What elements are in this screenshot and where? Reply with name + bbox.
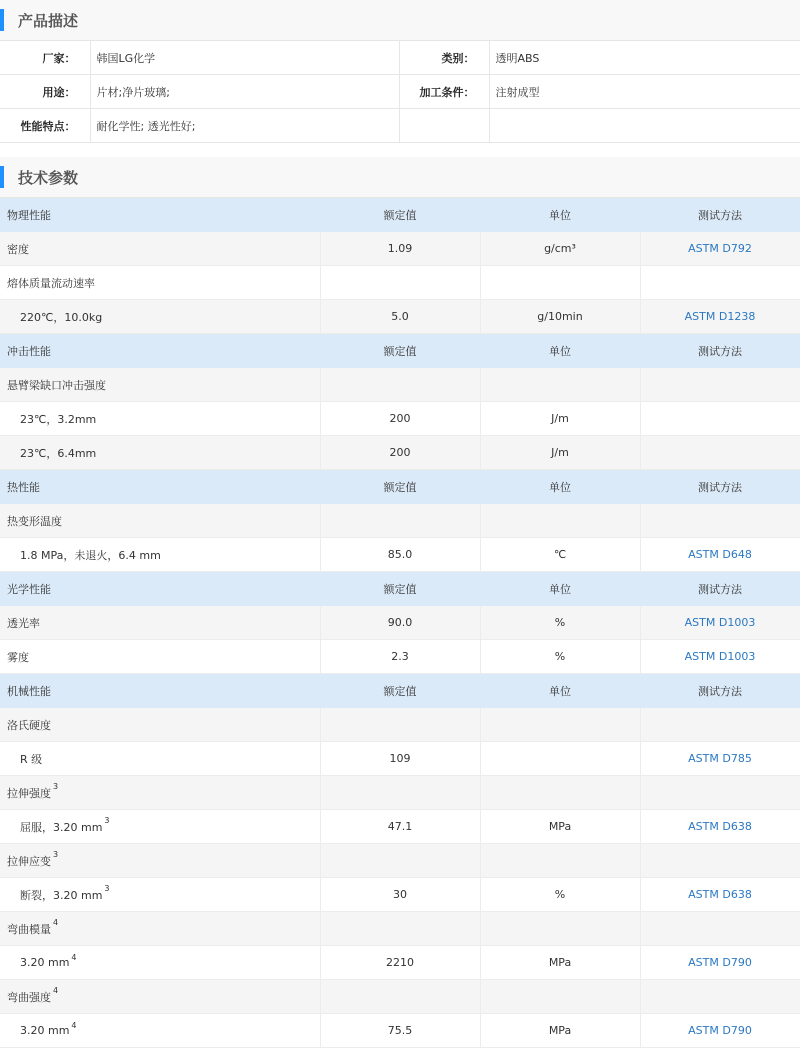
property-name	[0, 878, 320, 912]
spec-row	[0, 980, 800, 1014]
info-value: 韩国LG化学	[90, 41, 399, 75]
spec-row	[0, 1014, 800, 1048]
property-label: 洛氏硬度	[7, 718, 51, 732]
property-value	[320, 504, 480, 538]
property-unit: %	[480, 606, 640, 640]
col-value-header: 额定值	[320, 470, 480, 504]
property-name	[0, 708, 320, 742]
accent-bar	[0, 9, 4, 31]
property-value: 109	[320, 742, 480, 776]
property-value: 200	[320, 436, 480, 470]
property-name	[0, 742, 320, 776]
spec-row	[0, 742, 800, 776]
info-value: 片材;净片玻璃;	[90, 75, 399, 109]
col-unit-header: 单位	[480, 674, 640, 708]
spec-row	[0, 606, 800, 640]
property-name	[0, 640, 320, 674]
test-method-link[interactable]: ASTM D792	[640, 232, 800, 266]
spec-row	[0, 538, 800, 572]
col-value-header: 额定值	[320, 572, 480, 606]
property-label: 220℃，10.0kg	[20, 310, 103, 324]
group-title: 热性能	[0, 470, 320, 504]
property-value: 90.0	[320, 606, 480, 640]
spec-row	[0, 810, 800, 844]
test-method-link	[640, 844, 800, 878]
property-value	[320, 368, 480, 402]
info-label: 加工条件：	[399, 75, 489, 109]
test-method-link	[640, 436, 800, 470]
property-unit: MPa	[480, 1014, 640, 1048]
property-unit	[480, 368, 640, 402]
property-unit	[480, 504, 640, 538]
property-value: 200	[320, 402, 480, 436]
col-method-header: 测试方法	[640, 572, 800, 606]
test-method-link	[640, 266, 800, 300]
property-unit: %	[480, 878, 640, 912]
test-method-link	[640, 912, 800, 946]
tech-section	[0, 157, 800, 1048]
property-unit: MPa	[480, 810, 640, 844]
property-value: 2.3	[320, 640, 480, 674]
info-value: 注射成型	[489, 75, 800, 109]
property-value: 1.09	[320, 232, 480, 266]
property-unit: g/cm³	[480, 232, 640, 266]
col-method-header: 测试方法	[640, 198, 800, 232]
spec-row	[0, 300, 800, 334]
info-label: 用途：	[0, 75, 90, 109]
property-unit: J/m	[480, 436, 640, 470]
property-name	[0, 300, 320, 334]
property-value: 2210	[320, 946, 480, 980]
group-title: 物理性能	[0, 198, 320, 232]
col-value-header: 额定值	[320, 334, 480, 368]
property-unit	[480, 742, 640, 776]
footnote-mark: 3	[104, 815, 110, 825]
property-unit: %	[480, 640, 640, 674]
test-method-link[interactable]: ASTM D638	[640, 810, 800, 844]
property-name	[0, 402, 320, 436]
col-unit-header: 单位	[480, 572, 640, 606]
spec-row	[0, 266, 800, 300]
property-value: 30	[320, 878, 480, 912]
col-value-header: 额定值	[320, 198, 480, 232]
property-unit: J/m	[480, 402, 640, 436]
property-name	[0, 538, 320, 572]
property-value: 47.1	[320, 810, 480, 844]
info-row	[0, 109, 800, 143]
property-name	[0, 368, 320, 402]
property-name	[0, 266, 320, 300]
col-unit-header: 单位	[480, 198, 640, 232]
property-name	[0, 810, 320, 844]
section-title: 技术参数	[18, 168, 79, 187]
test-method-link	[640, 504, 800, 538]
property-label: R 级	[20, 752, 43, 766]
col-unit-header: 单位	[480, 470, 640, 504]
footnote-mark: 3	[53, 849, 59, 859]
test-method-link[interactable]: ASTM D1003	[640, 640, 800, 674]
spec-row	[0, 776, 800, 810]
property-name	[0, 1014, 320, 1048]
group-title: 冲击性能	[0, 334, 320, 368]
property-unit	[480, 844, 640, 878]
property-name	[0, 232, 320, 266]
property-label: 拉伸强度	[7, 786, 51, 800]
col-value-header: 额定值	[320, 674, 480, 708]
info-label: 性能特点：	[0, 109, 90, 143]
test-method-link[interactable]: ASTM D790	[640, 946, 800, 980]
section-gap	[0, 143, 800, 157]
info-label: 厂家：	[0, 41, 90, 75]
tech-header	[0, 157, 800, 198]
footnote-mark: 4	[71, 953, 77, 962]
property-label: 断裂，3.20 mm	[20, 888, 103, 902]
property-unit: ℃	[480, 538, 640, 572]
property-value: 5.0	[320, 300, 480, 334]
property-name	[0, 436, 320, 470]
col-method-header: 测试方法	[640, 674, 800, 708]
footnote-mark: 4	[53, 985, 59, 995]
col-method-header: 测试方法	[640, 334, 800, 368]
spec-row	[0, 844, 800, 878]
property-unit	[480, 980, 640, 1014]
group-header-row	[0, 334, 800, 368]
test-method-link	[640, 980, 800, 1014]
property-value	[320, 912, 480, 946]
property-unit	[480, 776, 640, 810]
info-row	[0, 75, 800, 109]
test-method-link[interactable]: ASTM D785	[640, 742, 800, 776]
test-method-link[interactable]: ASTM D790	[640, 1014, 800, 1048]
property-unit: MPa	[480, 946, 640, 980]
property-unit	[480, 708, 640, 742]
property-name	[0, 980, 320, 1014]
property-unit	[480, 912, 640, 946]
info-label	[399, 109, 489, 143]
property-label: 热变形温度	[7, 514, 62, 528]
property-label: 透光率	[7, 616, 40, 630]
property-value	[320, 266, 480, 300]
info-table	[0, 41, 800, 143]
info-label: 类别：	[399, 41, 489, 75]
test-method-link[interactable]: ASTM D638	[640, 878, 800, 912]
test-method-link	[640, 368, 800, 402]
property-label: 23℃，6.4mm	[20, 446, 97, 460]
info-value: 耐化学性; 透光性好;	[90, 109, 399, 143]
info-row	[0, 41, 800, 75]
test-method-link	[640, 708, 800, 742]
property-value: 85.0	[320, 538, 480, 572]
spec-row	[0, 878, 800, 912]
property-name	[0, 946, 320, 980]
group-header-row	[0, 674, 800, 708]
property-label: 悬臂梁缺口冲击强度	[7, 378, 106, 392]
property-value: 75.5	[320, 1014, 480, 1048]
spec-row	[0, 912, 800, 946]
description-section	[0, 0, 800, 143]
property-value	[320, 844, 480, 878]
test-method-link[interactable]: ASTM D648	[640, 538, 800, 572]
test-method-link	[640, 402, 800, 436]
description-header	[0, 0, 800, 41]
property-name	[0, 776, 320, 810]
property-label: 3.20 mm	[20, 956, 70, 969]
property-label: 3.20 mm	[20, 1024, 70, 1037]
spec-row	[0, 368, 800, 402]
footnote-mark: 4	[71, 1021, 77, 1030]
test-method-link[interactable]: ASTM D1238	[640, 300, 800, 334]
spec-row	[0, 708, 800, 742]
test-method-link	[640, 776, 800, 810]
property-label: 屈服，3.20 mm	[20, 820, 103, 834]
spec-row	[0, 640, 800, 674]
property-value	[320, 980, 480, 1014]
footnote-mark: 3	[53, 781, 59, 791]
property-label: 弯曲模量	[7, 922, 51, 936]
spec-row	[0, 436, 800, 470]
property-unit: g/10min	[480, 300, 640, 334]
property-label: 密度	[7, 242, 29, 256]
group-title: 光学性能	[0, 572, 320, 606]
property-name	[0, 606, 320, 640]
group-header-row	[0, 470, 800, 504]
property-unit	[480, 266, 640, 300]
property-label: 拉伸应变	[7, 854, 51, 868]
info-value	[489, 109, 800, 143]
spec-row	[0, 402, 800, 436]
footnote-mark: 4	[53, 917, 59, 927]
spec-table	[0, 198, 800, 1048]
property-label: 弯曲强度	[7, 990, 51, 1004]
property-label: 23℃，3.2mm	[20, 412, 97, 426]
spec-row	[0, 946, 800, 980]
spec-row	[0, 504, 800, 538]
group-header-row	[0, 572, 800, 606]
property-name	[0, 912, 320, 946]
info-value: 透明ABS	[489, 41, 800, 75]
property-name	[0, 844, 320, 878]
property-value	[320, 708, 480, 742]
group-header-row	[0, 198, 800, 232]
group-title: 机械性能	[0, 674, 320, 708]
property-name	[0, 504, 320, 538]
section-title: 产品描述	[18, 11, 79, 30]
spec-row	[0, 232, 800, 266]
test-method-link[interactable]: ASTM D1003	[640, 606, 800, 640]
property-value	[320, 776, 480, 810]
footnote-mark: 3	[104, 883, 110, 893]
property-label: 熔体质量流动速率	[7, 276, 95, 290]
col-method-header: 测试方法	[640, 470, 800, 504]
col-unit-header: 单位	[480, 334, 640, 368]
property-label: 1.8 MPa，未退火，6.4 mm	[20, 548, 161, 562]
property-label: 雾度	[7, 650, 29, 664]
accent-bar	[0, 166, 4, 188]
